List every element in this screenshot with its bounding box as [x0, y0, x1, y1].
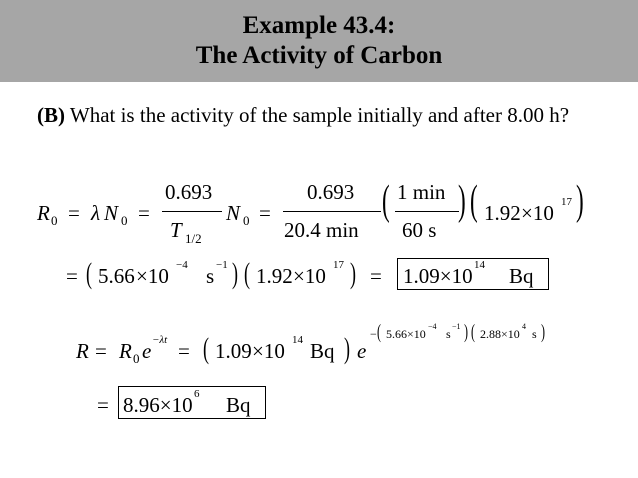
eq2-result-unit: Bq [509, 264, 534, 288]
eq3-e2-b: 2.88×10 [480, 327, 520, 341]
eq1-frac1-T: T [170, 218, 182, 242]
eq1-R: R [37, 201, 50, 225]
eq3-e2-paren-open-1: ( [377, 321, 382, 343]
eq1-paren-close-2: ) [576, 178, 584, 224]
eq2-a-unit-exp: −1 [216, 259, 228, 271]
eq1-paren-close-1: ) [458, 178, 466, 224]
eq3-equals-1: = [95, 339, 107, 363]
eq2-paren-close-2: ) [350, 257, 356, 290]
eq2-result: 1.09×10 [403, 264, 473, 288]
eq3-R0-sub: 0 [133, 351, 140, 366]
slide-title-line2: The Activity of Carbon [195, 42, 443, 69]
eq1-frac3-bar [395, 211, 459, 212]
title-bar [0, 0, 638, 82]
eq3-R0: R [119, 339, 132, 363]
eq2-equals-2: = [370, 264, 382, 288]
eq1-lambda: λ [91, 201, 101, 225]
question-text [37, 102, 607, 129]
eq3-paren-open: ( [203, 332, 209, 365]
eq2-paren-close-1: ) [232, 257, 238, 290]
eq3-e2-minus: − [370, 327, 377, 341]
eq3-paren-close: ) [344, 332, 350, 365]
eq3-e2-paren-open-2: ( [471, 321, 476, 343]
eq1-N-sub: 0 [121, 213, 128, 228]
eq4-result: 8.96×10 [123, 393, 193, 417]
eq3-e2-a-unit-exp: −1 [452, 322, 461, 331]
eq1-R-sub: 0 [51, 213, 58, 228]
eq3-times: ×10 [252, 339, 285, 363]
eq3-R: R [76, 339, 89, 363]
eq3-e2: e [357, 339, 367, 363]
eq3-e2-paren-close-2: ) [541, 321, 546, 343]
eq3-e2-b-unit: s [532, 327, 537, 341]
eq1-frac1-T-sub: 1/2 [185, 231, 202, 246]
eq1-mantissa: 1.92 [484, 201, 521, 225]
eq2-b-exp: 17 [333, 259, 344, 271]
eq2-paren-open-2: ( [244, 257, 250, 290]
eq2-equals-1: = [66, 264, 78, 288]
eq1-exponent: 17 [561, 196, 572, 208]
eq3-e: e [142, 339, 152, 363]
eq1-times: ×10 [521, 201, 554, 225]
eq3-exp: 14 [292, 334, 303, 346]
eq1-N0: N [226, 201, 241, 225]
eq2-a-unit: s [206, 264, 215, 288]
eq1-equals-3: = [259, 201, 271, 225]
eq3-unit: Bq [310, 339, 335, 363]
eq1-frac1-numerator: 0.693 [165, 180, 213, 204]
eq3-e2-paren-close-1: ) [464, 321, 469, 343]
eq2-a-mantissa: 5.66 [98, 264, 135, 288]
slide-title-line1: Example 43.4: [242, 12, 396, 39]
eq1-paren-open-1: ( [382, 178, 390, 224]
eq2-a-times: ×10 [136, 264, 169, 288]
eq1-equals-1: = [68, 201, 80, 225]
eq3-e2-a-unit: s [446, 327, 451, 341]
eq2-result-exp: 14 [474, 259, 485, 271]
eq3-equals-2: = [178, 339, 190, 363]
eq4-result-unit: Bq [226, 393, 251, 417]
eq1-N: N [104, 201, 119, 225]
eq2-b-times: ×10 [293, 264, 326, 288]
eq1-equals-2: = [138, 201, 150, 225]
eq4-equals: = [97, 393, 109, 417]
eq1-frac2-denominator: 20.4 min [284, 218, 359, 242]
eq3-e-exp: −λt [152, 334, 168, 346]
eq4-result-exp: 6 [194, 388, 200, 400]
eq1-frac3-denominator: 60 s [402, 218, 437, 242]
eq2-b-mantissa: 1.92 [256, 264, 293, 288]
eq1-frac1-bar [162, 211, 222, 212]
question-body: What is the activity of the sample initially and after 8.00 h? [65, 103, 570, 127]
eq1-frac2-bar [283, 211, 381, 212]
eq1-N0-sub: 0 [243, 213, 250, 228]
eq3-e2-b-exp: 4 [522, 322, 526, 331]
eq3-e2-a: 5.66×10 [386, 327, 426, 341]
eq1-frac2-numerator: 0.693 [307, 180, 355, 204]
eq1-paren-open-2: ( [470, 178, 478, 224]
eq3-mantissa: 1.09 [215, 339, 252, 363]
question-label: (B) [37, 103, 65, 127]
eq2-a-exp: −4 [176, 259, 188, 271]
eq1-frac3-numerator: 1 min [397, 180, 446, 204]
eq2-paren-open-1: ( [86, 257, 92, 290]
eq3-e2-a-exp: −4 [428, 322, 437, 331]
